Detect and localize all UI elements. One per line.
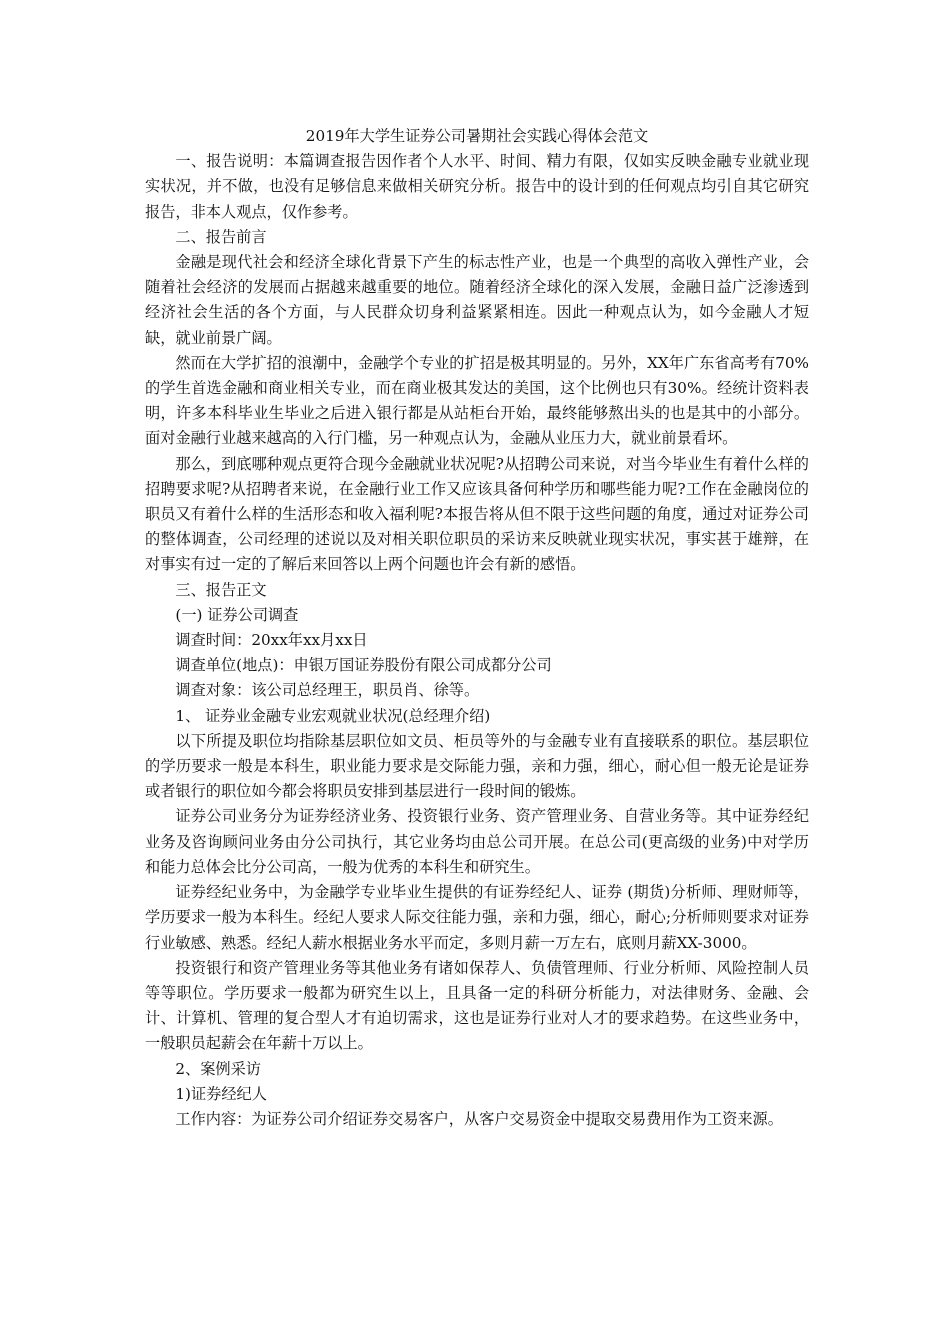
paragraph-brokerage: 证券经纪业务中，为金融学专业毕业生提供的有证券经纪人、证券 (期货)分析师、理财师等，学历要求一般为本科生。经纪人要求人际交往能力强，亲和力强，细心，耐心;分析师则要求对证券行业敏感、熟悉。经纪人薪水根据业务水平而定，多则月薪一万左右，底则月薪XX-3000。 <box>145 883 809 952</box>
survey-subjects: 调查对象：该公司总经理王，职员肖、徐等。 <box>175 681 480 700</box>
paragraph-basic-positions: 以下所提及职位均指除基层职位如文员、柜员等外的与金融专业有直接联系的职位。基层职位的学历要求一般是本科生，职业能力要求是交际能力强，亲和力强，细心，耐心但一般无论是证券或者银行的职位如今都会将职员安排到基层进行一段时间的锻炼。 <box>145 731 809 801</box>
paragraph-enrollment-expansion: 然而在大学扩招的浪潮中，金融学个专业的扩招是极其明显的。另外，XX年广东省高考有70%的学生首选金融和商业相关专业，而在商业极其发达的美国，这个比例也只有30%。经统计资料表明，许多本科毕业生毕业之后进入银行都是从站柜台开始，最终能够熬出头的也是其中的小部分。面对金融行业越来越高的入行门槛，另一种观点认为，金融从业压力大，就业前景看坏。 <box>145 353 809 448</box>
paragraph-investment-banking: 投资银行和资产管理业务等其他业务有诸如保荐人、负债管理师、行业分析师、风险控制人员等等职位。学历要求一般都为研究生以上，且具备一定的科研分析能力，对法律财务、金融、会计、计算机、管理的复合型人才有迫切需求，这也是证券行业对人才的要求趋势。在这些业务中，一般职员起薪会在年薪十万以上。 <box>145 958 809 1053</box>
document-title: 2019年大学生证券公司暑期社会实践心得体会范文 <box>305 127 649 145</box>
survey-time: 调查时间：20xx年xx月xx日 <box>175 631 368 650</box>
section-case-interviews: 2、案例采访 <box>175 1059 261 1078</box>
heading-preface: 二、报告前言 <box>175 227 267 246</box>
subsection-broker: 1)证券经纪人 <box>175 1084 267 1103</box>
paragraph-finance-intro: 金融是现代社会和经济全球化背景下产生的标志性产业，也是一个典型的高收入弹性产业，会随着社会经济的发展而占据越来越重要的地位。随着经济全球化的深入发展，金融日益广泛渗透到经济社会生活的各个方面，与人民群众切身利益紧紧相连。因此一种观点认为，如今金融人才短缺，就业前景广阔。 <box>145 253 809 347</box>
document-page <box>145 124 809 1132</box>
section-macro-employment: 1、 证券业金融专业宏观就业状况(总经理介绍) <box>175 706 491 725</box>
paragraph-questions: 那么，到底哪种观点更符合现今金融就业状况呢?从招聘公司来说，对当今毕业生有着什么样的 招聘要求呢?从招聘者来说，在金融行业工作又应该具备何种学历和哪些能力呢?工作在金融岗位的职员又有着什么样的生活形态和收入福利呢?本报告将从但不限于这些问题的角度，通过对证券公司的整体调查，公司经理的述说以及对相关职位职员的采访来反映就业现实状况，事实甚于雄辩，在对事实有过一定的了解后来回答以上两个问题也许会有新的感悟。 <box>145 454 809 574</box>
heading-main-body: 三、报告正文 <box>175 580 267 599</box>
paragraph-report-description: 一、报告说明：本篇调查报告因作者个人水平、时间、精力有限，仅如实反映金融专业就业现实状况，并不做，也没有足够信息来做相关研究分析。报告中的设计到的任何观点均引自其它研究报告，非本人观点，仅作参考。 <box>145 152 809 221</box>
paragraph-business-types: 证券公司业务分为证券经济业务、投资银行业务、资产管理业务、自营业务等。其中证券经纪业务及咨询顾问业务由分公司执行，其它业务均由总公司开展。在总公司(更高级的业务)中对学历和能力总体会比分公司高，一般为优秀的本科生和研究生。 <box>145 807 809 876</box>
paragraph-job-content: 工作内容：为证券公司介绍证券交易客户，从客户交易资金中提取交易费用作为工资来源。 <box>175 1109 783 1128</box>
subheading-securities-survey: (一) 证券公司调查 <box>175 605 299 624</box>
survey-location: 调查单位(地点)：申银万国证券股份有限公司成都分公司 <box>175 656 552 675</box>
